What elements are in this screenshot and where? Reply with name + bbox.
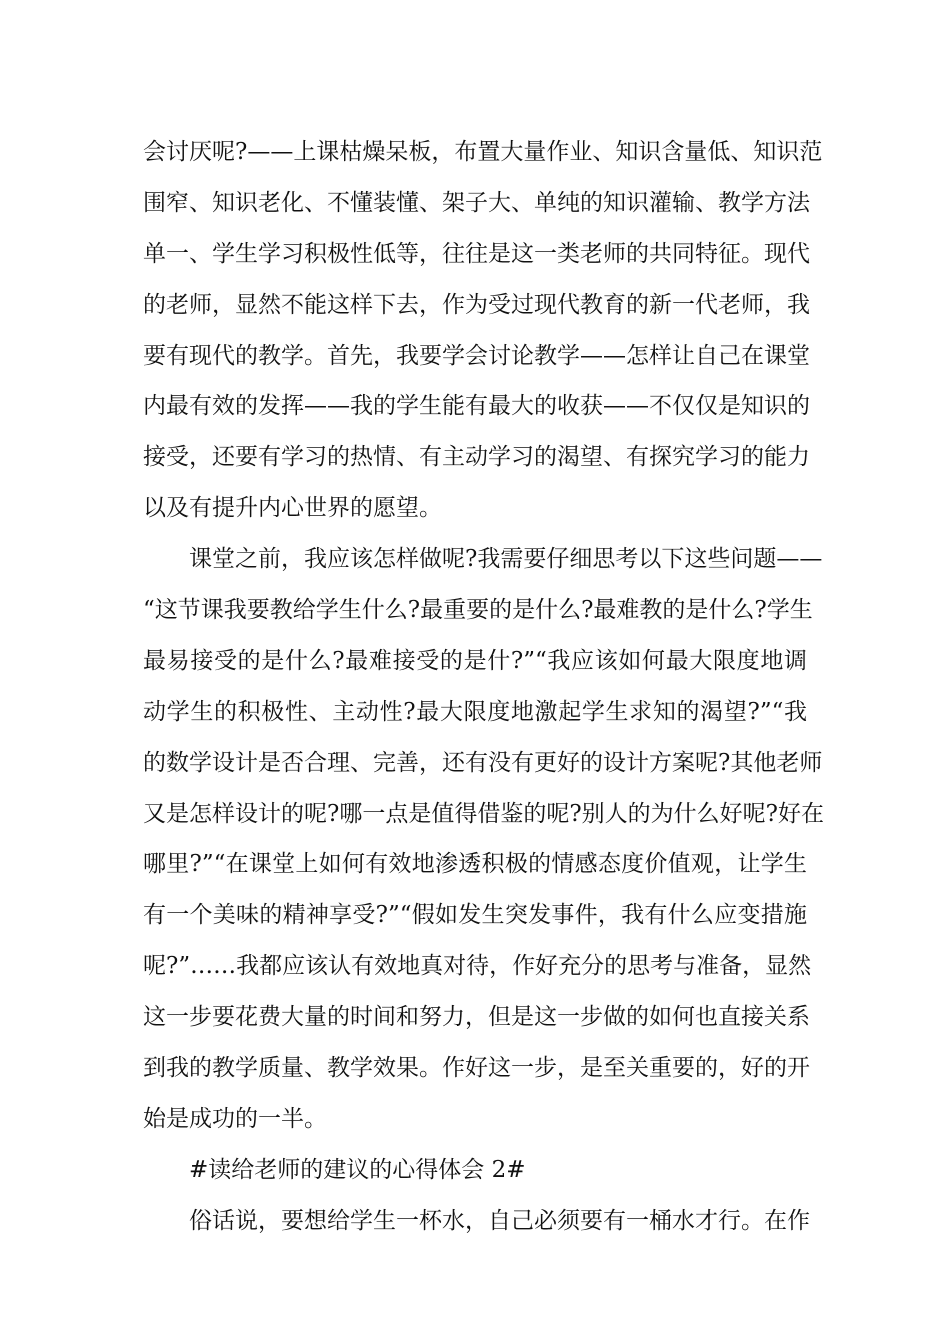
document-body	[143, 127, 824, 1247]
text-line: 单一、学生学习积极性低等，往往是这一类老师的共同特征。现代	[143, 240, 810, 267]
text-line: 内最有效的发挥——我的学生能有最大的收获——不仅仅是知识的	[143, 393, 810, 420]
text-line: 有一个美味的精神享受?”“假如发生突发事件，我有什么应变措施	[143, 902, 807, 929]
text-line: 接受，还要有学习的热情、有主动学习的渴望、有探究学习的能力	[143, 444, 810, 471]
text-line: 的数学设计是否合理、完善，还有没有更好的设计方案呢?其他老师	[143, 749, 823, 776]
text-line: 哪里?”“在课堂上如何有效地渗透积极的情感态度价值观，让学生	[143, 851, 807, 878]
text-line: 这一步要花费大量的时间和努力，但是这一步做的如何也直接关系	[143, 1004, 810, 1031]
text-line: 又是怎样设计的呢?哪一点是值得借鉴的呢?别人的为什么好呢?好在	[143, 800, 824, 827]
text-line: 动学生的积极性、主动性?最大限度地激起学生求知的渴望?”“我	[143, 698, 807, 725]
text-line: 围窄、知识老化、不懂装懂、架子大、单纯的知识灌输、教学方法	[143, 189, 810, 216]
text-line: 呢?”……我都应该认有效地真对待，作好充分的思考与准备，显然	[143, 953, 812, 980]
text-line: 到我的教学质量、教学效果。作好这一步，是至关重要的，好的开	[143, 1055, 810, 1082]
section-heading: #读给老师的建议的心得体会 2#	[189, 1156, 526, 1183]
text-line: 课堂之前，我应该怎样做呢?我需要仔细思考以下这些问题——	[189, 546, 823, 573]
text-line: 始是成功的一半。	[143, 1105, 327, 1132]
text-line: 的老师，显然不能这样下去，作为受过现代教育的新一代老师，我	[143, 291, 810, 318]
text-line: 要有现代的教学。首先，我要学会讨论教学——怎样让自己在课堂	[143, 342, 810, 369]
text-line: 会讨厌呢?——上课枯燥呆板，布置大量作业、知识含量低、知识范	[143, 139, 823, 165]
text-line: 俗话说，要想给学生一杯水，自己必须要有一桶水才行。在作	[189, 1207, 810, 1234]
text-line: 最易接受的是什么?最难接受的是什?”“我应该如何最大限度地调	[143, 647, 807, 674]
text-line: 以及有提升内心世界的愿望。	[143, 495, 442, 522]
text-line: “这节课我要教给学生什么?最重要的是什么?最难教的是什么?学生	[143, 597, 813, 624]
